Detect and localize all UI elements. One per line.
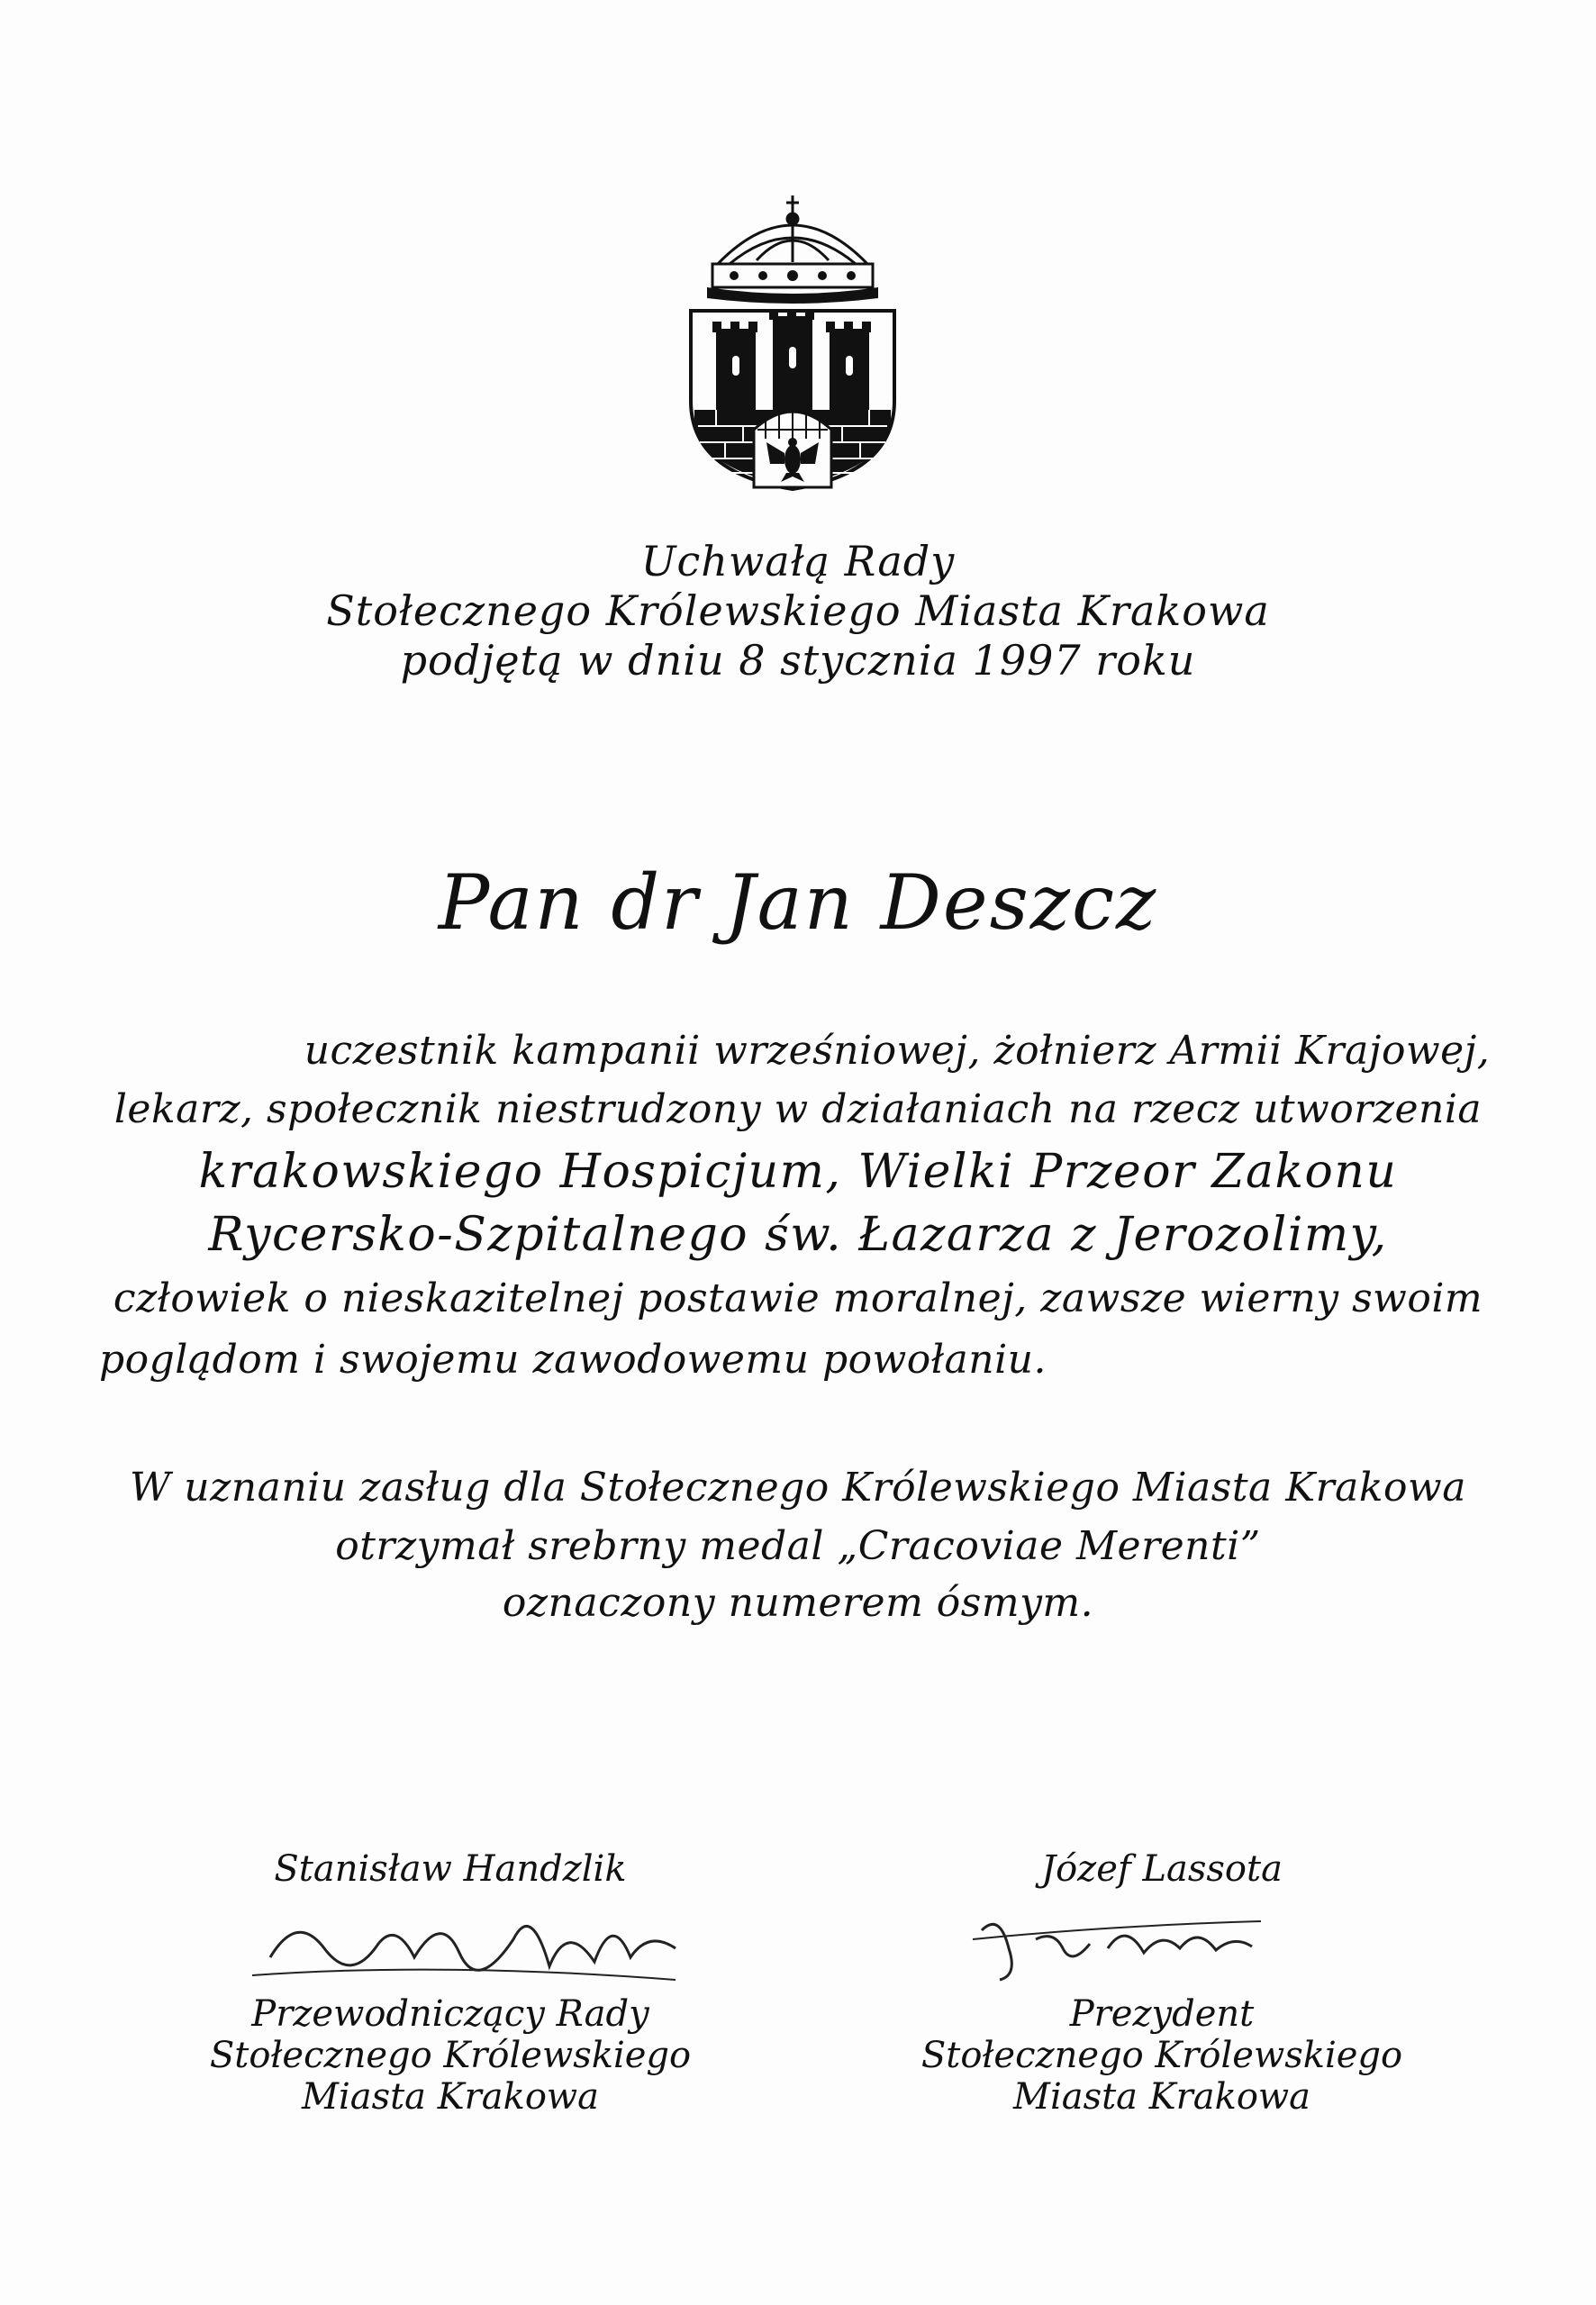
citation-line: uczestnik kampanii wrześniowej, żołnierz Armii Krajowej,: [304, 1028, 1491, 1074]
signatory-name: Stanisław Handzlik: [274, 1848, 627, 1890]
handwritten-signature: [171, 1894, 730, 1993]
signatory-title-line: Przewodniczący Rady: [251, 1993, 649, 2035]
award-line: oznaczony numerem ósmym.: [502, 1580, 1094, 1626]
citation-line: lekarz, społecznik niestrudzony w działaniach na rzecz utworzenia: [113, 1086, 1483, 1132]
citation-line: poglądom i swojemu zawodowemu powołaniu.: [98, 1337, 1047, 1383]
signatory-title-line: Miasta Krakowa: [301, 2076, 600, 2118]
signature-block-left: [171, 1848, 730, 2118]
handwritten-signature: [883, 1894, 1441, 1993]
resolution-date: podjętą w dniu 8 stycznia 1997 roku: [400, 636, 1196, 685]
signatory-name: Józef Lassota: [1041, 1848, 1283, 1890]
signatory-title-line: Stołecznego Królewskiego: [920, 2035, 1403, 2076]
citation-line: Rycersko-Szpitalnego św. Łazarza z Jerozolimy,: [208, 1208, 1388, 1262]
signature-block-right: [883, 1848, 1441, 2118]
award-line: otrzymał srebrny medal „Cracoviae Merenti”: [335, 1523, 1261, 1569]
resolution-title: Uchwałą Rady: [640, 537, 956, 585]
signatory-title-line: Miasta Krakowa: [1012, 2076, 1311, 2118]
signatory-title-line: Stołecznego Królewskiego: [209, 2035, 692, 2076]
signatory-title-line: Prezydent: [1069, 1993, 1255, 2035]
award-line: W uznaniu zasług dla Stołecznego Królewskiego Miasta Krakowa: [130, 1465, 1466, 1511]
recipient-name: Pan dr Jan Deszcz: [438, 858, 1158, 947]
citation-line: krakowskiego Hospicjum, Wielki Przeor Zakonu: [198, 1145, 1398, 1199]
citation-line: człowiek o nieskazitelnej postawie moralnej, zawsze wierny swoim: [113, 1275, 1483, 1321]
council-name: Stołecznego Królewskiego Miasta Krakowa: [326, 586, 1270, 635]
krakow-coat-of-arms-icon: [680, 194, 905, 491]
